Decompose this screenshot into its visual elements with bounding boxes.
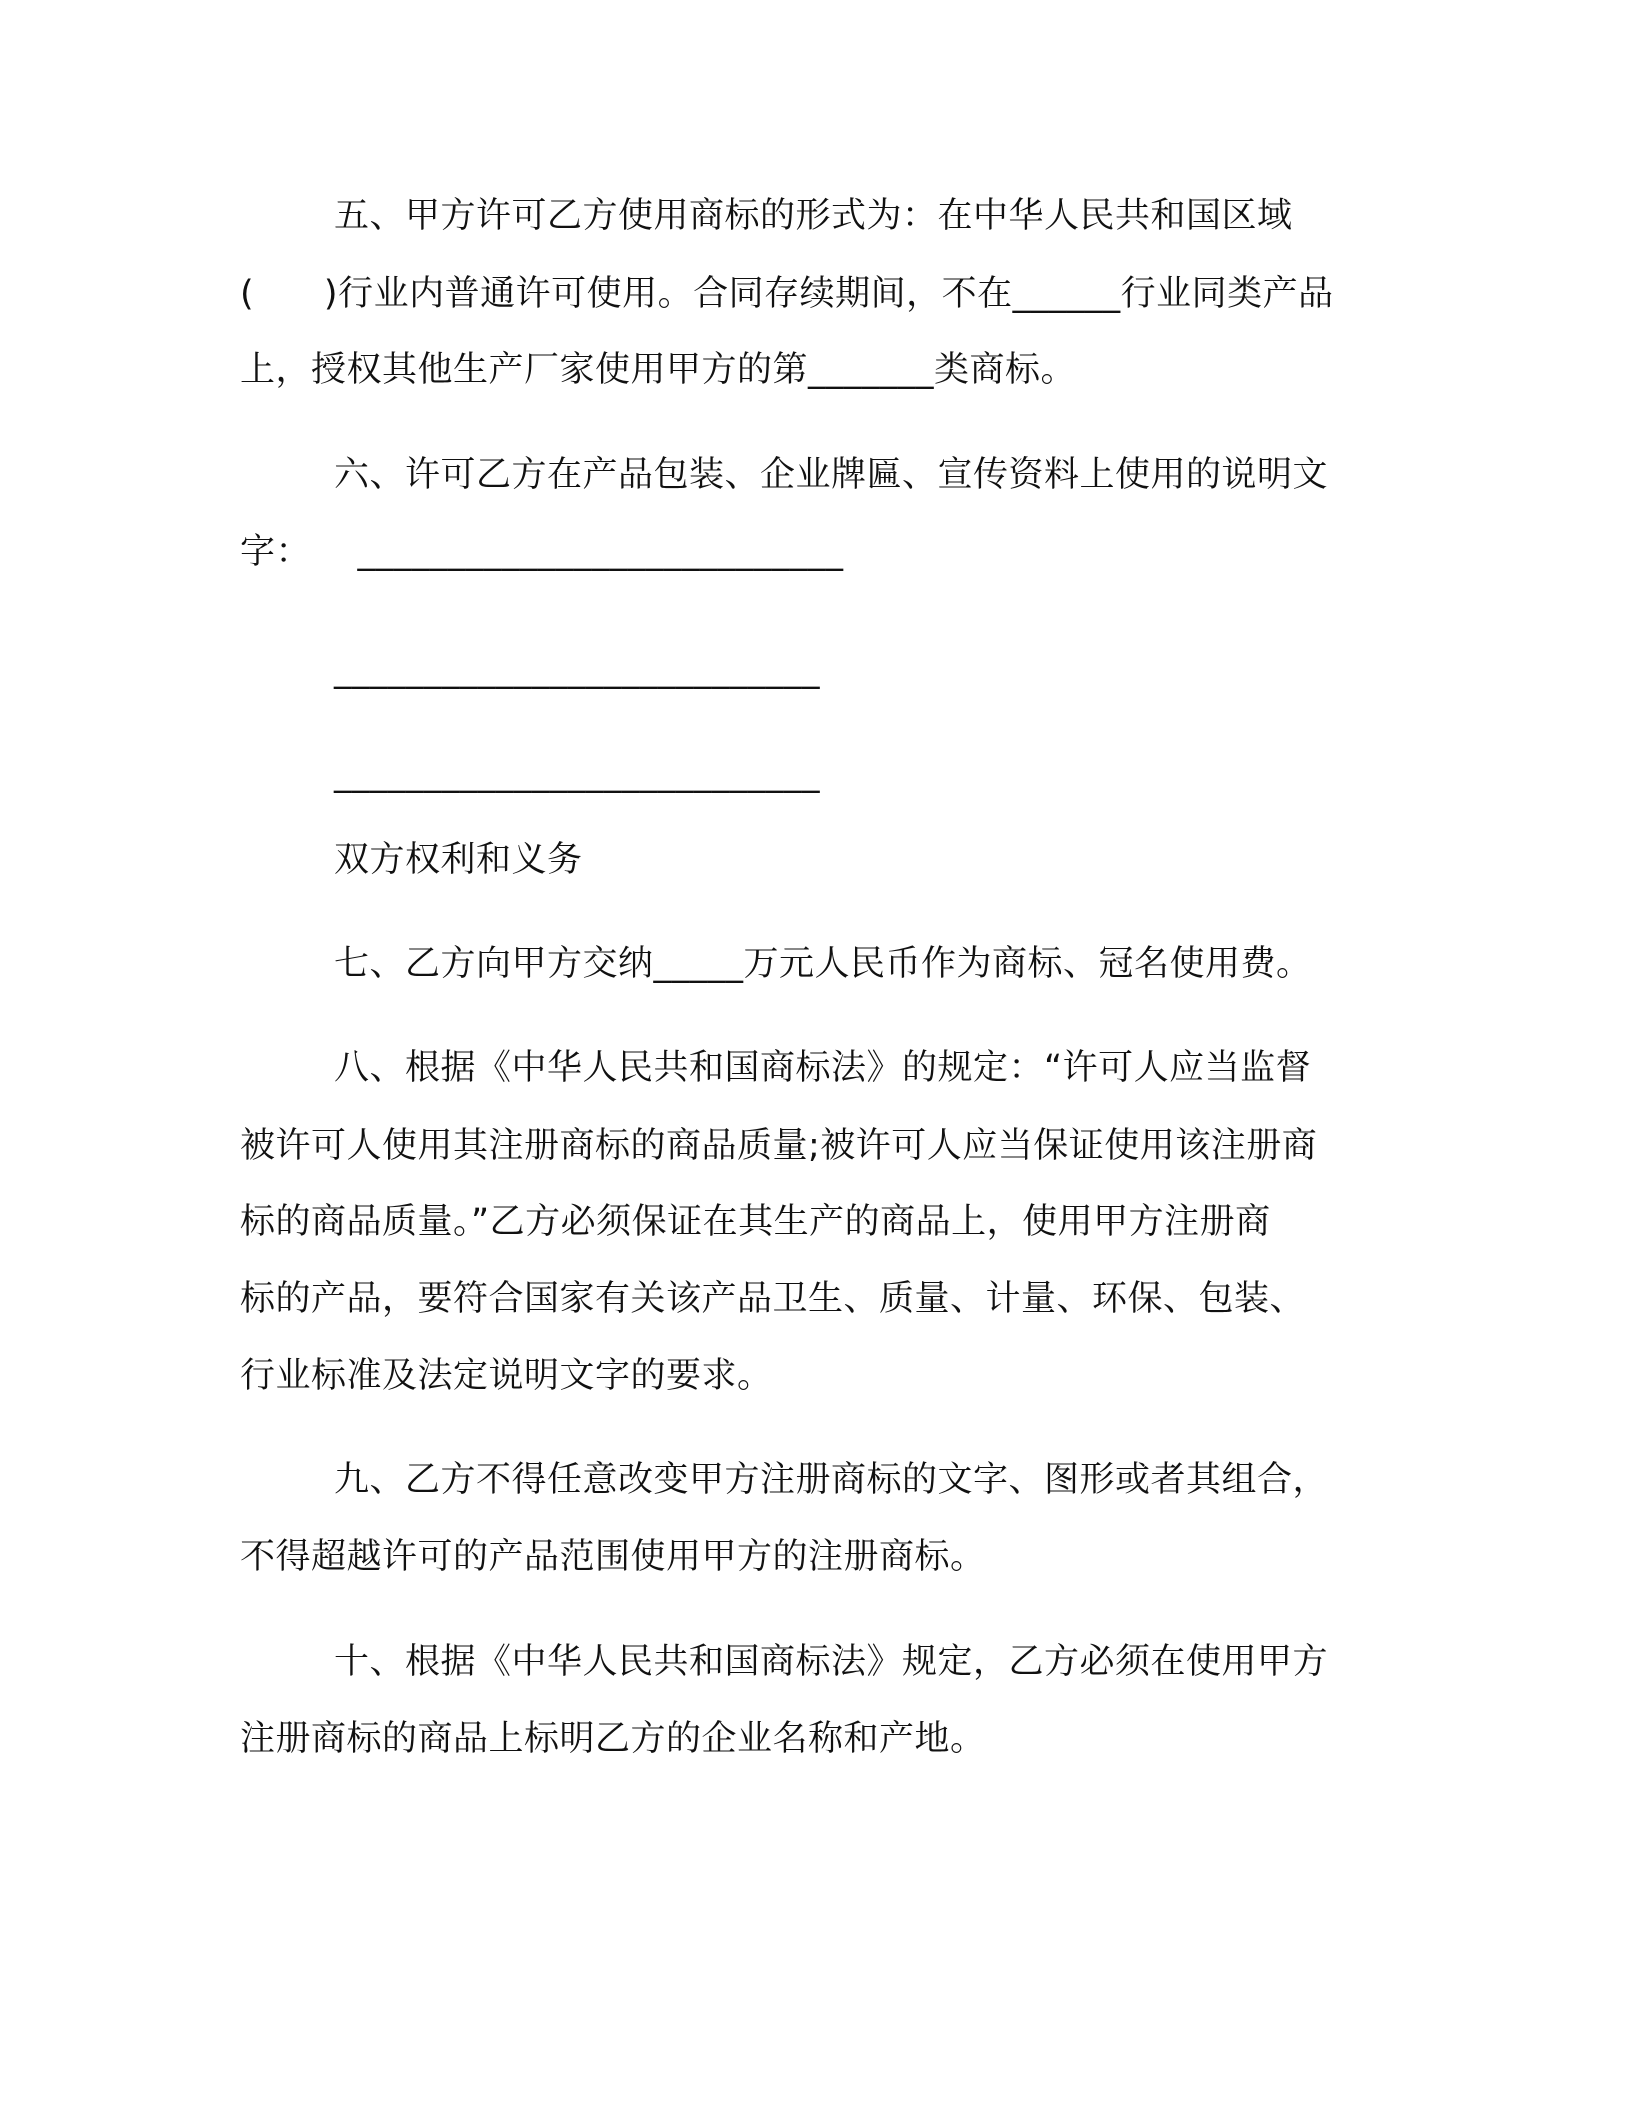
- clause10-line-2: 注册商标的商品上标明乙方的企业名称和产地。: [240, 1719, 986, 1759]
- clause6-line-1: 六、许可乙方在产品包装、企业牌匾、宣传资料上使用的说明文: [334, 455, 1329, 495]
- clause9-line-1: 九、乙方不得任意改变甲方注册商标的文字、图形或者其组合，: [334, 1460, 1329, 1500]
- clause6-blank-line-1: ___________________________: [334, 650, 820, 690]
- clause9-line-2: 不得超越许可的产品范围使用甲方的注册商标。: [240, 1537, 986, 1577]
- clause5-line-3: 上，授权其他生产厂家使用甲方的第_______类商标。: [240, 350, 1077, 390]
- clause10-line-1: 十、根据《中华人民共和国商标法》规定，乙方必须在使用甲方: [334, 1642, 1329, 1682]
- clause5-line-2: ( )行业内普通许可使用。合同存续期间，不在______行业同类产品: [240, 274, 1334, 314]
- clause5-line-1: 五、甲方许可乙方使用商标的形式为：在中华人民共和国区域: [334, 196, 1293, 236]
- clause8-line-3: 标的商品质量。”乙方必须保证在其生产的商品上，使用甲方注册商: [240, 1202, 1271, 1242]
- clause7-line-1: 七、乙方向甲方交纳_____万元人民币作为商标、冠名使用费。: [334, 944, 1312, 984]
- clause8-line-1: 八、根据《中华人民共和国商标法》的规定：“许可人应当监督: [334, 1048, 1312, 1088]
- clause8-line-5: 行业标准及法定说明文字的要求。: [240, 1356, 773, 1396]
- clause6-blank-line-2: ___________________________: [334, 754, 820, 794]
- clause8-line-4: 标的产品，要符合国家有关该产品卫生、质量、计量、环保、包装、: [240, 1279, 1306, 1319]
- clause8-line-2: 被许可人使用其注册商标的商品质量;被许可人应当保证使用该注册商: [240, 1126, 1318, 1166]
- clause6-line-2: 字： ___________________________: [240, 532, 844, 572]
- section-heading: 双方权利和义务: [334, 840, 583, 880]
